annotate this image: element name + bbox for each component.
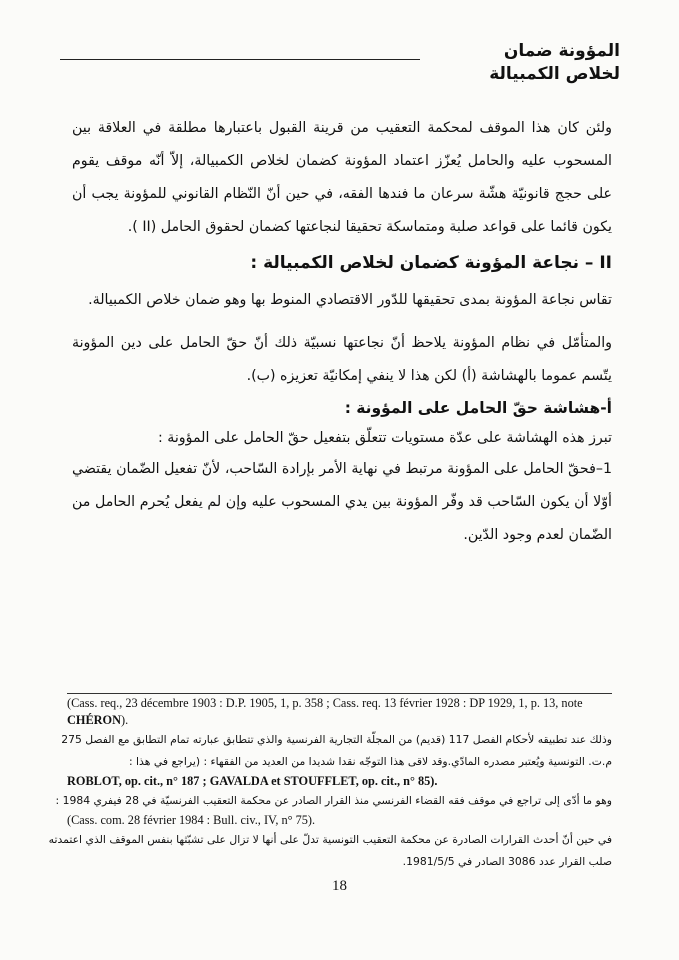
footnote-1-text: (Cass. req., 23 décembre 1903 : D.P. 1905, 1, p. 358 ; Cass. req. 13 février 1928 : DP 1929, 1, p. 13, note [67,696,583,710]
footnote-2-line-2: م.ت. التونسية ويُعتبر مصدره المادّي.وقد لاقى هذا التوجّه نقدا شديدا من العديد من الفقهاء : (يراجع في هذا : [128,755,612,768]
footnote-3-citation: (Cass. com. 28 février 1984 : Bull. civ., IV, n° 75). [67,813,316,827]
paragraph-5: 1–فحقّ الحامل على المؤونة مرتبط في نهاية الأمر بإرادة السّاحب، لأنّ تفعيل الضّمان يقتضي أوّلا أن يكون السّاحب قد وفّر المؤونة بين يدي المسحوب عليه وإن لم يفعل يُحرم الحامل من الضّمان لعدم وجود الدّين. [72,461,612,543]
footnotes [48,695,612,873]
footnote-citation-1 [67,695,612,729]
footnote-2-citation: ROBLOT, op. cit., n° 187 ; GAVALDA et STOUFFLET, op. cit., n° 85). [67,774,438,788]
footnote-1-end: ). [120,713,129,727]
section-heading-2: II – نجاعة المؤونة كضمان لخلاص الكمبيالة : [250,253,612,273]
paragraph-2: تقاس نجاعة المؤونة بمدى تحقيقها للدّور الاقتصادي المنوط بها وهو ضمان خلاص الكمبيالة. [88,292,612,308]
running-header-subtitle: لخلاص الكمبيالة [489,64,620,84]
page-number: 18 [332,878,347,894]
header-rule [60,59,420,60]
paragraph-4: تبرز هذه الهشاشة على عدّة مستويات تتعلّق بتفعيل حقّ الحامل على المؤونة : [157,430,612,446]
paragraph-1: ولئن كان هذا الموقف لمحكمة التعقيب من قرينة القبول باعتبارها مطلقة في العلاقة بين المسحوب عليه والحامل يُعزّز اعتماد المؤونة كضمان لخلاص الكمبيالة، إلاّ أنّه موقف يقوم على حجج قانونيّة هشّة سرعان ما فندها الفقه، في حين أنّ النّظام القانوني للمؤونة يجب أن يكون قائما على قواعد صلبة ومتماسكة تحقيقا لنجاعتها كضمان لحقوق الحامل (II ). [72,120,612,235]
footnote-3-line-1: وهو ما أدّى إلى تراجع في موقف فقه القضاء الفرنسي منذ القرار الصادر عن محكمة التعقيب الفرنسيّة في 28 فيفري 1984 : [55,794,612,807]
footnote-4-line-2: صلب القرار عدد 3086 الصادر في 1981/5/5. [402,855,612,868]
footnote-rule [67,693,612,694]
body-text [72,112,612,552]
subsection-heading-a: أ-هشاشة حقّ الحامل على المؤونة : [344,399,612,417]
paragraph-3: والمتأمّل في نظام المؤونة يلاحظ أنّ نجاعتها نسبيّة ذلك أنّ حقّ الحامل على دين المؤونة يتّسم عموما بالهشاشة (أ) لكن هذا لا ينفي إمكانيّة تعزيزه (ب). [72,335,612,384]
footnote-1-author: CHÉRON [67,713,121,727]
running-header-title: المؤونة ضمان [503,41,620,61]
footnote-2-line-1: وذلك عند تطبيقه لأحكام الفصل 117 (قديم) من المجلّة التجارية الفرنسية والذي تتطابق عبارته تمام التطابق مع الفصل 275 [61,733,612,746]
running-header [60,40,620,86]
footnote-4-line-1: في حين أنّ أحدث القرارات الصادرة عن محكمة التعقيب التونسية تدلّ على أنها لا تزال على تشبّثها بنفس الموقف الذي اعتمدته [48,833,612,846]
